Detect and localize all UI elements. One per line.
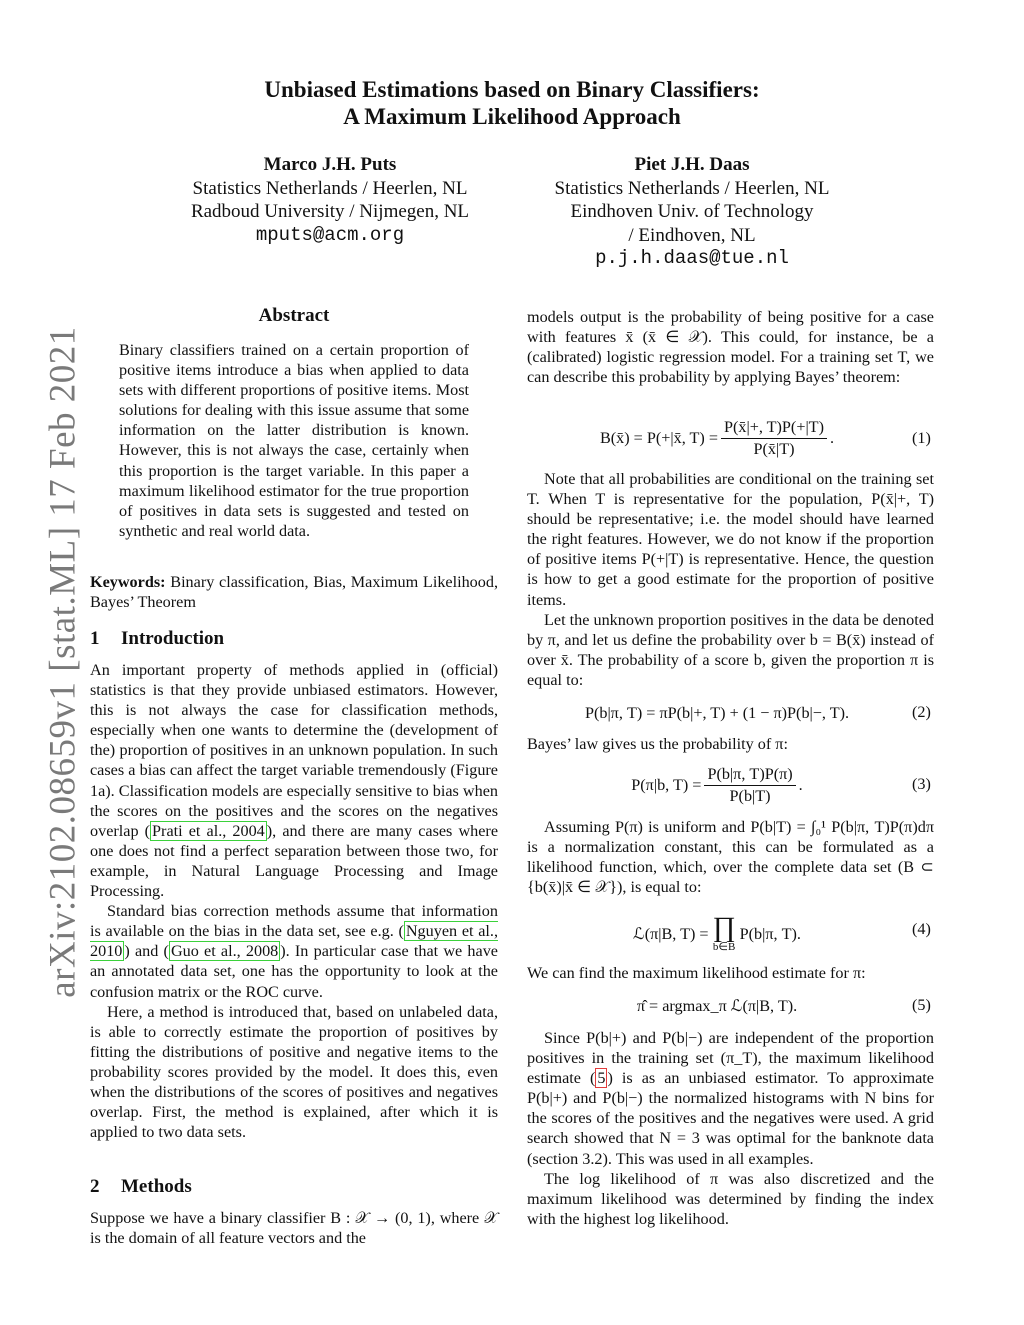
author-block-2 xyxy=(522,153,862,271)
keywords-label: Keywords: xyxy=(90,573,166,591)
section-title: Methods xyxy=(121,1176,192,1197)
abstract-text: Binary classifiers trained on a certain proportion of positive items introduce a bias when applied to data sets with different proportions of positive items. Most solutions for dealing with this issue assume that some information on the latter distribution is known. However, this is not always the case, certainly when this proportion is the target variable. In this paper a maximum likelihood estimator for the true proportion of positives in data sets is suggested and tested on synthetic and real world data. xyxy=(119,341,469,540)
paragraph: Bayes’ law gives us the probability of π: xyxy=(527,735,788,753)
equation-5: π̂ = argmax_π ℒ(π|B, T). xyxy=(636,997,798,1015)
paper-title-line-1: Unbiased Estimations based on Binary Classifiers: xyxy=(264,77,760,102)
paragraph: models output is the probability of being positive for a case with features x̄ (x̄ ∈ 𝒳). This could, for instance, be a (calibrated) logistic regression model. For a training set T, we can describe this probability by applying Bayes’ theorem: xyxy=(527,308,934,387)
author-affiliation: Statistics Netherlands / Heerlen, NL xyxy=(554,177,830,199)
author-affiliation: Radboud University / Nijmegen, NL xyxy=(190,201,470,222)
author-name: Piet J.H. Daas xyxy=(634,154,750,175)
author-affiliation: Statistics Netherlands / Heerlen, NL xyxy=(192,177,468,199)
methods-continued xyxy=(527,469,934,690)
equation-number: (4) xyxy=(912,920,931,938)
paper-title-line-2: A Maximum Likelihood Approach xyxy=(343,104,681,129)
methods-body xyxy=(90,1208,498,1248)
equation-number: (2) xyxy=(912,703,931,721)
author-email[interactable]: mputs@acm.org xyxy=(255,223,405,246)
equation-2: P(b|π, T) = πP(b|+, T) + (1 − π)P(b|−, T). xyxy=(584,703,850,722)
paragraph: We can find the maximum likelihood estimate for π: xyxy=(527,964,866,982)
section-title: Introduction xyxy=(121,628,225,649)
equation-1: B(x̄) = P(+|x̄, T) = $\frac{P(x̄|+, T)P(+|T)}{P(x̄|T)}$ . xyxy=(599,417,835,458)
citation-link[interactable]: Guo et al., 2008 xyxy=(170,942,279,961)
methods-continued xyxy=(527,963,934,983)
equation-reference-link[interactable]: 5 xyxy=(597,1069,606,1088)
paragraph: Suppose we have a binary classifier B : 𝒳 → (0, 1), where 𝒳 is the domain of all feature vectors and the xyxy=(90,1209,498,1248)
paragraph: An important property of methods applied in (official) statistics is that they provide unbiased estimators. However, this is not always the case for classification methods, especially when one wants to determine the (development of the) proportion of positives in an unknown population. In such cases a bias can affect the target variable tremendously (Figure 1a). Classification models are especially sensitive to bias when the scores on the positives and the scores on the negatives overlap ( Prati et al., 2004 ), and there are many cases where one does not find a perfect separation between those two, for example, in Natural Language Processing and Image Processing. xyxy=(90,661,499,901)
abstract-body xyxy=(119,340,469,541)
methods-continued xyxy=(527,1028,934,1229)
equation-number: (5) xyxy=(912,996,931,1014)
introduction-body xyxy=(90,660,498,1142)
methods-continued xyxy=(527,734,934,754)
paragraph: Assuming P(π) is uniform and P(b|T) = ∫₀¹ P(b|π, T)P(π)dπ is a normalization constant, this can be formulated as a likelihood function, which, over the complete data set (B ⊂ {b(x̄)|x̄ ∈ 𝒳}), is equal to: xyxy=(527,818,934,897)
equation-4: ℒ(π|B, T) = ∏ b∈B P(b|π, T). xyxy=(633,912,801,953)
equation-3: P(π|b, T) = $\frac{P(b|\pi, T)P(\pi)}{P(b|T)}$ . xyxy=(631,764,803,805)
paragraph: Here, a method is introduced that, based on unlabeled data, is able to correctly estimate the proportion of positives by fitting the distributions of positive and negative items to the probability scores provided by the model. It does this, even when the distributions of the scores of positives and negatives overlap. First, the method is explained, after which it is applied to two data sets. xyxy=(90,1002,498,1142)
arxiv-identifier-stamp: arXiv:2102.08659v1 [stat.ML] 17 Feb 2021 xyxy=(42,326,84,998)
section-number: 1 xyxy=(90,628,100,649)
author-affiliation: / Eindhoven, NL xyxy=(628,224,756,246)
citation-link[interactable]: Prati et al., 2004 xyxy=(152,821,265,840)
author-affiliation: Eindhoven Univ. of Technology xyxy=(570,201,814,222)
section-number: 2 xyxy=(90,1176,100,1197)
paragraph: Let the unknown proportion positives in the data be denoted by π, and let us define the probability over b = B(x̄) instead of over x̄. The probability of a score b, given the proportion π is equal to: xyxy=(527,610,934,689)
author-email[interactable]: p.j.h.daas@tue.nl xyxy=(595,247,789,269)
paragraph: Since P(b|+) and P(b|−) are independent of the proportion positives in the training set (π_T), the maximum likelihood estimate ( 5 ) is as an unbiased estimator. To approximate P(b|+) and P(b|−) the normalized histograms with N bins for the scores of the positives and the negatives were used. A grid search showed that N = 3 was optimal for the banknote data (section 3.2). This was used in all examples. xyxy=(527,1029,934,1168)
section-heading-methods xyxy=(90,1176,192,1198)
methods-continued xyxy=(527,307,934,387)
citation-link[interactable]: Nguyen et al., 2010 xyxy=(90,922,498,961)
equation-number: (1) xyxy=(912,429,931,447)
keywords-text: Binary classification, Bias, Maximum Likelihood, Bayes’ Theorem xyxy=(90,573,499,612)
keywords xyxy=(90,572,498,612)
equation-number: (3) xyxy=(912,775,931,793)
paragraph: The log likelihood of π was also discretized and the maximum likelihood was determined by finding the index with the highest log likelihood. xyxy=(527,1169,934,1228)
author-block-1 xyxy=(160,153,500,247)
abstract-heading: Abstract xyxy=(258,305,330,326)
methods-continued xyxy=(527,817,934,897)
author-name: Marco J.H. Puts xyxy=(263,154,397,175)
paragraph: Note that all probabilities are conditional on the training set T. When T is representative for the population, P(x̄|+, T) should be representative; i.e. the model should have learned the right features. However, we do not know if the proportion of positive items P(+|T) is representative. Hence, the question is how to get a good estimate for the proportion of positive items. xyxy=(527,470,934,609)
section-heading-introduction xyxy=(90,628,224,650)
paragraph: Standard bias correction methods assume that information is available on the bias in the data set, see e.g. ( Nguyen et al., 2010 ) and ( Guo et al., 2008 ). In particular case that we have an annotated data set, one has the opportunity to look at the confusion matrix or the ROC curve. xyxy=(90,902,498,1001)
